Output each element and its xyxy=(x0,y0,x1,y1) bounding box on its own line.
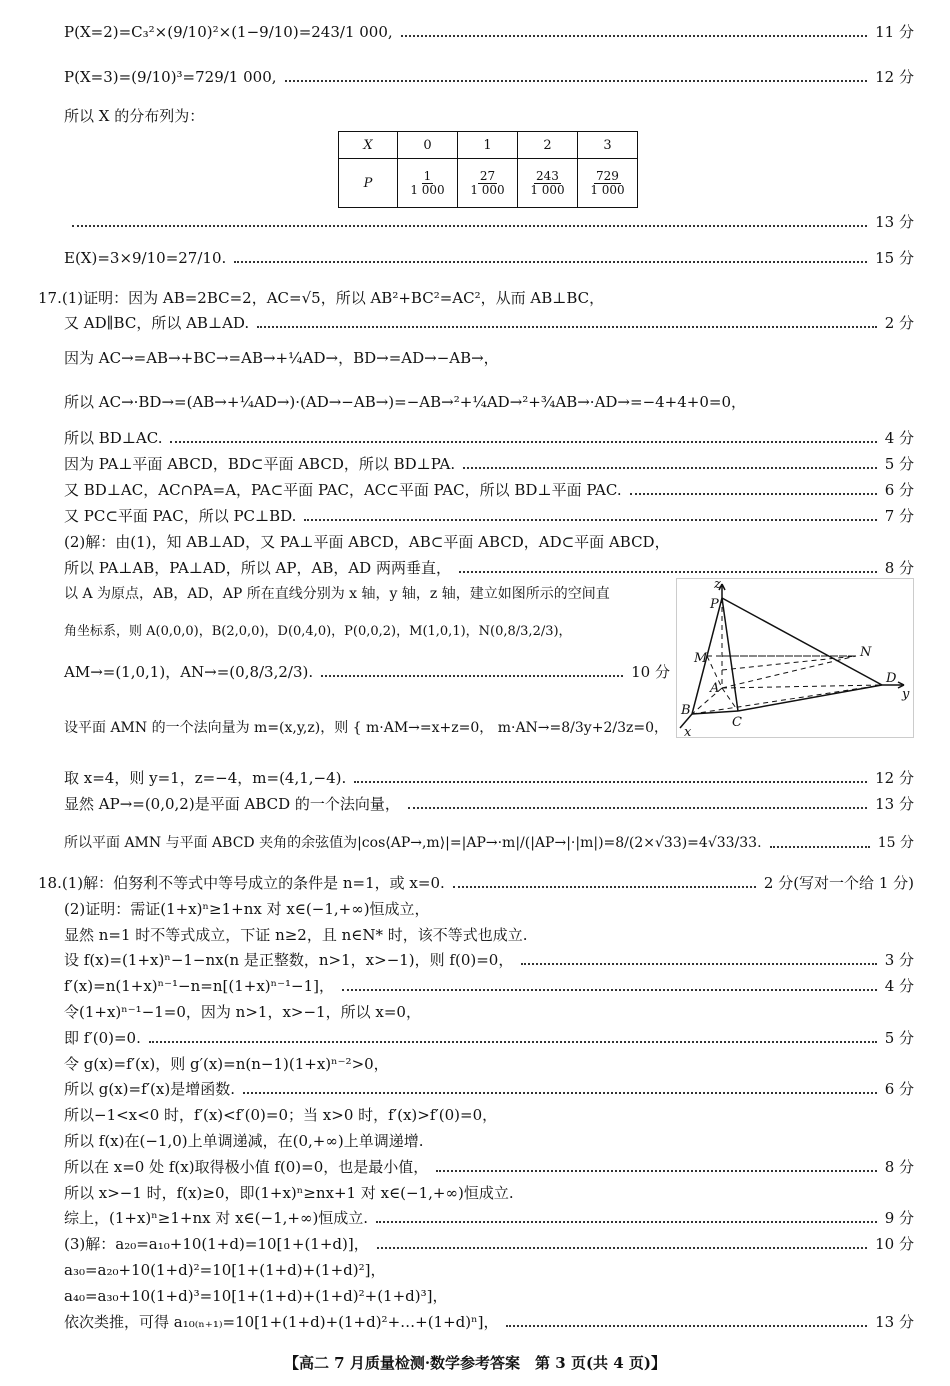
score: 7 分 xyxy=(884,507,914,525)
line-text: 所以−1<x<0 时，f′(x)<f′(0)=0；当 x>0 时，f′(x)>f′(0)=0， xyxy=(64,1106,498,1124)
pyramid-diagram xyxy=(676,578,914,738)
p17-line xyxy=(64,831,914,855)
score: 11 分 xyxy=(875,23,914,41)
score: 5 分 xyxy=(884,1029,914,1047)
line-text: f′(x)=n(1+x)ⁿ⁻¹−n=n[(1+x)ⁿ⁻¹−1]， xyxy=(64,977,335,995)
p17-line xyxy=(64,426,914,450)
numerator: 1 xyxy=(423,168,432,183)
leader-dots xyxy=(770,846,870,848)
p17-line xyxy=(64,311,914,335)
denominator: 1 000 xyxy=(410,182,445,197)
table-row xyxy=(339,132,638,159)
p18-line xyxy=(64,1181,914,1205)
label-c: C xyxy=(732,715,742,730)
line-text: 17.(1)证明：因为 AB=2BC=2，AC=√5，所以 AB²+BC²=AC²，从而 AB⊥BC， xyxy=(38,289,605,307)
line-text: 所以 f(x)在(−1,0)上单调递减，在(0,+∞)上单调递增. xyxy=(64,1132,424,1150)
leader-dots xyxy=(243,1092,877,1094)
p18-line xyxy=(64,1129,914,1153)
leader-dots xyxy=(521,963,876,965)
score: 9 分 xyxy=(884,1209,914,1227)
leader-dots xyxy=(170,441,876,443)
line-text: 设 f(x)=(1+x)ⁿ−1−nx(n 是正整数，n>1，x>−1)，则 f(0)=0， xyxy=(64,951,514,969)
score: 13 分 xyxy=(875,795,914,813)
line-text: 18.(1)解：伯努利不等式中等号成立的条件是 n=1，或 x=0. xyxy=(38,874,445,892)
line-text: 所以 PA⊥AB，PA⊥AD，所以 AP，AB，AD 两两垂直， xyxy=(64,559,451,577)
line-text: 以 A 为原点，AB，AD，AP 所在直线分别为 x 轴，y 轴，z 轴，建立如图所示的空间直 xyxy=(64,586,610,602)
table-cell xyxy=(578,159,638,208)
line-text: (3)解：a₂₀=a₁₀+10(1+d)=10[1+(1+d)]， xyxy=(64,1235,369,1253)
score: 6 分 xyxy=(884,1080,914,1098)
p18-line xyxy=(64,1103,914,1127)
line-text: 角坐标系，则 A(0,0,0)，B(2,0,0)，D(0,4,0)，P(0,0,2)，M(1,0,1)，N(0,8/3,2/3)， xyxy=(64,624,572,639)
score: 13 分 xyxy=(875,213,914,231)
table-header-cell: 2 xyxy=(518,132,578,159)
label-b: B xyxy=(681,703,691,718)
leader-dots xyxy=(506,1325,867,1327)
line-text: E(X)=3×9/10=27/10. xyxy=(64,249,227,267)
line-text: a₃₀=a₂₀+10(1+d)²=10[1+(1+d)+(1+d)²]， xyxy=(64,1261,386,1279)
p18-line xyxy=(64,1052,914,1076)
p17-line xyxy=(64,504,914,528)
leader-dots xyxy=(72,225,867,227)
page-footer: 【高二 7 月质量检测·数学参考答案 第 3 页(共 4 页)】 xyxy=(283,1354,667,1372)
p18-line xyxy=(64,1284,914,1308)
leader-dots xyxy=(630,493,877,495)
line-dots-13 xyxy=(64,210,914,234)
line-text: 所以 g(x)=f′(x)是增函数. xyxy=(64,1080,235,1098)
p17-line xyxy=(64,620,670,644)
line-text: 所以 AC→·BD→=(AB→+¼AD→)·(AD→−AB→)=−AB→²+¼AD→²+¾AB→·AD→=−4+4+0=0， xyxy=(64,393,747,411)
score: 15 分 xyxy=(875,249,914,267)
line-text: 设平面 AMN 的一个法向量为 m=(x,y,z)，则 { m·AM→=x+z=0， m·AN→=8/3y+2/3z=0， xyxy=(64,720,668,736)
p18-line xyxy=(64,1258,914,1282)
score: 10 分 xyxy=(631,663,670,681)
table-cell xyxy=(458,159,518,208)
score: 4 分 xyxy=(884,429,914,447)
line-text: 令 g(x)=f′(x)，则 g′(x)=n(n−1)(1+x)ⁿ⁻²>0， xyxy=(64,1055,389,1073)
line-text: 显然 AP→=(0,0,2)是平面 ABCD 的一个法向量， xyxy=(64,795,400,813)
leader-dots xyxy=(342,989,877,991)
p18-line xyxy=(64,1077,914,1101)
label-y: y xyxy=(902,687,910,702)
leader-dots xyxy=(376,1221,877,1223)
p18-line xyxy=(64,1206,914,1230)
pyramid-figure xyxy=(676,578,914,738)
leader-dots xyxy=(321,675,623,677)
leader-dots xyxy=(459,571,877,573)
p18-line xyxy=(64,1232,914,1256)
leader-dots xyxy=(257,326,877,328)
leader-dots xyxy=(463,467,877,469)
line-text: 又 PC⊂平面 PAC，所以 PC⊥BD. xyxy=(64,507,297,525)
p18-line xyxy=(64,948,914,972)
line-text: 依次类推，可得 a₁₀₍ₙ₊₁₎=10[1+(1+d)+(1+d)²+…+(1+d)ⁿ]， xyxy=(64,1313,499,1331)
table-header-cell: X xyxy=(339,132,398,159)
table-header-cell: 1 xyxy=(458,132,518,159)
p18-line xyxy=(64,1310,914,1334)
leader-dots xyxy=(408,807,867,809)
label-p: P xyxy=(710,597,719,612)
line-text: (2)解：由(1)，知 AB⊥AD，又 PA⊥平面 ABCD，AB⊂平面 ABCD，AD⊂平面 ABCD， xyxy=(64,533,670,551)
p17-line xyxy=(38,286,914,310)
p17-line xyxy=(64,346,914,370)
numerator: 243 xyxy=(536,168,559,183)
numerator: 729 xyxy=(596,168,619,183)
score: 15 分 xyxy=(877,835,914,851)
line-text: 所以在 x=0 处 f(x)取得极小值 f(0)=0，也是最小值， xyxy=(64,1158,429,1176)
p17-line xyxy=(64,582,670,606)
table-row-label: P xyxy=(339,159,398,208)
p17-line xyxy=(64,530,914,554)
leader-dots xyxy=(401,35,867,37)
leader-dots xyxy=(436,1170,876,1172)
denominator: 1 000 xyxy=(530,182,565,197)
score: 3 分 xyxy=(884,951,914,969)
line-text: 即 f′(0)=0. xyxy=(64,1029,141,1047)
line-text: 所以 BD⊥AC. xyxy=(64,429,163,447)
line-text: 综上，(1+x)ⁿ≥1+nx 对 x∈(−1,+∞)恒成立. xyxy=(64,1209,369,1227)
score: 2 分 xyxy=(884,314,914,332)
leader-dots xyxy=(149,1041,877,1043)
line-px3 xyxy=(64,65,914,89)
numerator: 27 xyxy=(479,168,496,183)
p18-line xyxy=(64,1000,914,1024)
p18-line xyxy=(64,923,914,947)
line-dist-intro xyxy=(64,104,914,128)
leader-dots xyxy=(453,886,756,888)
denominator: 1 000 xyxy=(470,182,505,197)
score: 12 分 xyxy=(875,769,914,787)
p17-line xyxy=(64,792,914,816)
p17-line xyxy=(64,390,914,414)
label-n: N xyxy=(860,645,872,660)
hidden-edges xyxy=(692,598,882,714)
p17-line xyxy=(64,716,670,740)
line-text: P(X=2)=C₃²×(9/10)²×(1−9/10)=243/1 000, xyxy=(64,23,393,41)
p17-line xyxy=(64,478,914,502)
leader-dots xyxy=(234,261,867,263)
table-cell xyxy=(398,159,458,208)
score: 4 分 xyxy=(884,977,914,995)
line-text: 因为 AC→=AB→+BC→=AB→+¼AD→，BD→=AD→−AB→， xyxy=(64,349,499,367)
line-text: AM→=(1,0,1)，AN→=(0,8/3,2/3). xyxy=(64,663,314,681)
p18-line xyxy=(64,1155,914,1179)
leader-dots xyxy=(354,781,867,783)
leader-dots xyxy=(377,1247,867,1249)
table-cell xyxy=(518,159,578,208)
score: 13 分 xyxy=(875,1313,914,1331)
score: 12 分 xyxy=(875,68,914,86)
label-a: A xyxy=(710,681,720,696)
line-text: 又 AD∥BC，所以 AB⊥AD. xyxy=(64,314,250,332)
score: 10 分 xyxy=(875,1235,914,1253)
distribution-table xyxy=(338,131,638,208)
table-header-cell: 3 xyxy=(578,132,638,159)
p18-line xyxy=(38,871,914,895)
line-ex xyxy=(64,246,914,270)
figure-labels xyxy=(680,578,910,738)
label-m: M xyxy=(694,651,708,666)
score: 5 分 xyxy=(884,455,914,473)
line-text: 令(1+x)ⁿ⁻¹−1=0，因为 n>1，x>−1，所以 x=0， xyxy=(64,1003,421,1021)
line-text: 又 BD⊥AC，AC∩PA=A，PA⊂平面 PAC，AC⊂平面 PAC，所以 BD⊥平面 PAC. xyxy=(64,481,622,499)
leader-dots xyxy=(285,80,868,82)
line-text: P(X=3)=(9/10)³=729/1 000, xyxy=(64,68,277,86)
line-text: 所以 x>−1 时，f(x)≥0，即(1+x)ⁿ≥nx+1 对 x∈(−1,+∞)恒成立. xyxy=(64,1184,514,1202)
line-text: (2)证明：需证(1+x)ⁿ≥1+nx 对 x∈(−1,+∞)恒成立， xyxy=(64,900,430,918)
line-text: 所以 X 的分布列为： xyxy=(64,107,205,125)
label-x: x xyxy=(684,725,692,738)
score: 6 分 xyxy=(884,481,914,499)
p17-line xyxy=(64,556,914,580)
p17-line xyxy=(64,452,914,476)
line-text: 因为 PA⊥平面 ABCD，BD⊂平面 ABCD，所以 BD⊥PA. xyxy=(64,455,456,473)
p17-line xyxy=(64,766,914,790)
line-text: 取 x=4，则 y=1，z=−4，m=(4,1,−4). xyxy=(64,769,347,787)
line-text: 所以平面 AMN 与平面 ABCD 夹角的余弦值为|cos⟨AP→,m⟩|=|AP→·m|/(|AP→|·|m|)=8/(2×√33)=4√33/33. xyxy=(64,835,762,851)
line-text: 显然 n=1 时不等式成立，下证 n≥2，且 n∈N* 时，该不等式也成立. xyxy=(64,926,528,944)
label-z: z xyxy=(714,578,721,592)
score: 8 分 xyxy=(884,1158,914,1176)
score: 8 分 xyxy=(884,559,914,577)
leader-dots xyxy=(304,519,876,521)
label-d: D xyxy=(886,671,897,686)
table-row xyxy=(339,159,638,208)
p17-line xyxy=(64,660,670,684)
line-text: a₄₀=a₃₀+10(1+d)³=10[1+(1+d)+(1+d)²+(1+d)³]， xyxy=(64,1287,448,1305)
p18-line xyxy=(64,897,914,921)
score: 2 分(写对一个给 1 分) xyxy=(763,874,914,892)
table-header-cell: 0 xyxy=(398,132,458,159)
denominator: 1 000 xyxy=(590,182,625,197)
p18-line xyxy=(64,974,914,998)
p18-line xyxy=(64,1026,914,1050)
line-px2 xyxy=(64,20,914,44)
